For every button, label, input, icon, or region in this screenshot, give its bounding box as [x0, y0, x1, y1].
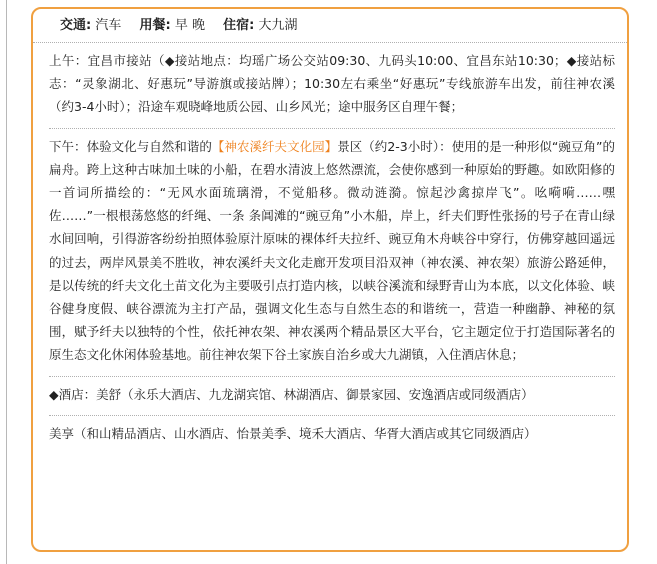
lodging-info [223, 18, 297, 33]
itinerary-meta-bar [33, 9, 627, 43]
transport-label: 交通: [60, 18, 92, 33]
itinerary-body [33, 43, 627, 454]
lodging-label: 住宿: [223, 18, 255, 33]
hotel-standard: ◆酒店：美舒（永乐大酒店、九龙湖宾馆、林湖酒店、御景家园、安逸酒店或同级酒店） [49, 377, 615, 416]
afternoon-schedule [49, 129, 615, 377]
itinerary-day-card [31, 7, 629, 552]
attraction-link[interactable]: 【神农溪纤夫文化园】 [211, 138, 338, 154]
transport-info [60, 18, 121, 33]
lodging-value: 大九湖 [258, 18, 298, 33]
meals-value: 早 晚 [174, 18, 205, 33]
afternoon-description: 景区（约2-3小时）：使用的是一种形似“豌豆角”的扁舟。跨上这种古味加土味的小船，在碧水清波上悠然漂流，会使你感到一种原始的野趣。如欧阳修的一首词所描绘的：“无风水面琉璃滑，不觉船移。微动涟漪。惊起沙禽掠岸飞”。吆嗬嗬……嘿佐……”一根根荡悠悠的纤绳、一条 条阊滩的“豌豆角”小木船，岸上，纤夫们野性张扬的号子在青山绿水间回响，引得游客纷纷拍照体验原汁原味的裸体纤夫拉纤、豌豆角木舟峡谷中穿行，仿佛穿越回遥远的过去，两岸风景美不胜收，神农溪纤夫文化走廊开发项目沿双神（神农溪、神农架）旅游公路延伸，是以传统的纤夫文化土苗文化为主要吸引点打造内核，以峡谷溪流和绿野青山为本底，以文化体验、峡谷健身度假、峡谷漂流为主打产品，强调文化生态与自然生态的和谐统一，营造一种幽静、神秘的氛围，赋予纤夫以独特的个性，依托神农架、神农溪两个精品景区大平台，它主题定位于打造国际著名的原生态文化休闲体验基地。前往神农架下谷土家族自治乡或大九湖镇，入住酒店休息； [49, 138, 615, 363]
page-left-rule [6, 0, 7, 564]
transport-value: 汽车 [95, 18, 122, 33]
meals-info [140, 18, 205, 33]
hotel-premium: 美享（和山精品酒店、山水酒店、怡景美季、境禾大酒店、华胥大酒店或其它同级酒店） [49, 425, 537, 441]
afternoon-prefix: 下午：体验文化与自然和谐的 [49, 138, 212, 154]
meals-label: 用餐: [139, 18, 171, 33]
morning-schedule: 上午：宜昌市接站（◆接站地点：均瑶广场公交站09:30、九码头10:00、宜昌东站10:30；◆接站标志：“灵象湖北、好惠玩”导游旗或接站牌）；10:30左右乘坐“好惠玩”专线旅游车出发，前往神农溪（约3-4小时）；沿途车观晓峰地质公园、山乡风光；途中服务区自理午餐； [49, 43, 615, 129]
